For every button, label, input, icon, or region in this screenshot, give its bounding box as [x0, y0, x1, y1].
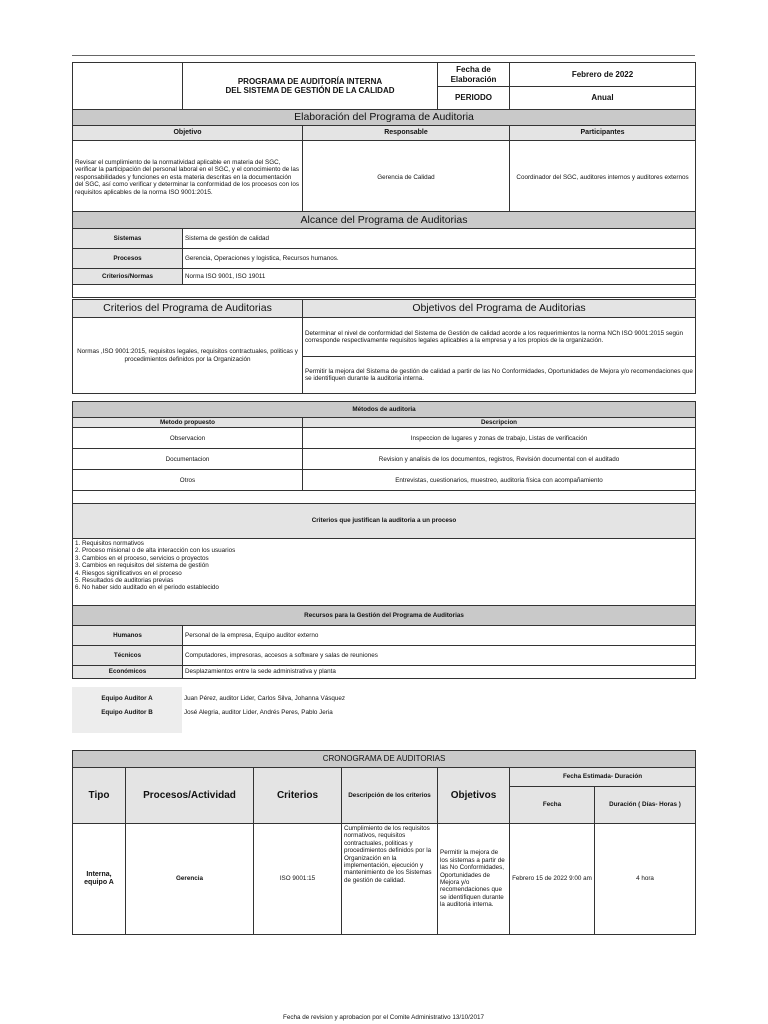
col-descripcion-criterios: Descripción de los criterios: [342, 768, 438, 824]
objetivo-2-text: Permitir la mejora del Sistema de gestión de calidad a partir de las No Conformidades, Oportunidades de Mejora y/o recomendaciones que se identifiquen durante la auditoria interna.: [303, 357, 696, 394]
alcance-value-criterios: Norma ISO 9001, ISO 19011: [183, 269, 696, 285]
col-responsable: Responsable: [303, 126, 510, 141]
elaboracion-table: [72, 109, 696, 215]
col-participantes: Participantes: [510, 126, 696, 141]
spacer-row: [73, 285, 696, 298]
row-objetivos: Permitir la mejora de los sistemas a partir de las No Conformidades, Oportunidades de Mejora y/o recomendaciones que se identifiquen durante la auditoria interna.: [438, 824, 510, 935]
equipo-b-label: Equipo Auditor B: [101, 709, 153, 716]
periodo-label: PERIODO: [438, 87, 510, 110]
recursos-title: Recursos para la Gestión del Programa de Auditorias: [73, 606, 696, 626]
descripcion-documentacion: Revision y analisis de los documentos, registros, Revisión documental con el auditado: [303, 449, 696, 470]
footer-text: Fecha de revision y aprobacion por el Comite Administrativo 13/10/2017: [283, 1014, 484, 1021]
equipo-a-value: Juan Pérez, auditor Lider, Carlos Silva, Johanna Vásquez: [184, 695, 346, 702]
equipo-b-value: José Alegria, auditor Lider, Andrés Peres, Pablo Jeria: [184, 709, 333, 716]
row-criterios: ISO 9001:15: [254, 824, 342, 935]
fecha-value: Febrero de 2022: [510, 63, 696, 87]
participantes-text: Coordinador del SGC, auditores internos y auditores externos: [510, 141, 696, 215]
recurso-label-tecnicos: Técnicos: [73, 646, 183, 666]
spacer-row: [73, 491, 696, 504]
col-duracion: Duración ( Días- Horas ): [595, 787, 696, 824]
row-duracion: 4 hora: [595, 824, 696, 935]
criterios-title: Criterios del Programa de Auditorias: [73, 300, 303, 318]
title-line-2: DEL SISTEMA DE GESTIÓN DE LA CALIDAD: [225, 86, 395, 95]
recurso-value-economicos: Desplazamientos entre la sede administrativa y planta: [183, 666, 696, 679]
objetivo-text: Revisar el cumplimiento de la normatividad aplicable en materia del SGC, verificar la participación del personal laboral en el SGC, y el conocimiento de las responsabilidades y funciones en esta materia descritas en la documentación del SGC, así como verificar y determinar la conformidad de los procesos con los requisitos aplicables de la norma ISO 9001:2015.: [73, 141, 303, 215]
col-objetivo: Objetivo: [73, 126, 303, 141]
equipo-a-label: Equipo Auditor A: [101, 695, 153, 702]
alcance-label-procesos: Procesos: [73, 249, 183, 269]
criterios-proceso-table: [72, 503, 696, 606]
list-item: 6. No haber sido auditado en el periodo establecido: [75, 584, 219, 592]
fecha-label: Fecha de Elaboración: [438, 63, 510, 87]
list-item: 3. Cambios en el proceso, servicios o proyectos: [75, 554, 209, 562]
header-table: [72, 62, 696, 110]
row-tipo: Interna, equipo A: [73, 824, 126, 935]
table-row: [73, 824, 696, 935]
alcance-table: [72, 211, 696, 298]
col-procesos: Procesos/Actividad: [126, 768, 254, 824]
recurso-label-economicos: Económicos: [73, 666, 183, 679]
responsable-text: Gerencia de Calidad: [303, 141, 510, 215]
recurso-value-humanos: Personal de la empresa, Equipo auditor externo: [183, 626, 696, 646]
metodo-observacion: Observacion: [73, 428, 303, 449]
metodo-otros: Otros: [73, 470, 303, 491]
col-descripcion: Descripcion: [303, 418, 696, 428]
list-item: 1. Requisitos normativos: [75, 540, 144, 547]
list-item: 5. Resultados de auditorias previas: [75, 577, 174, 585]
criterios-text: Normas ,ISO 9001:2015, requisitos legales, requisitos contractuales, politicas y procedimientos definidos por la Organización: [73, 318, 303, 394]
recurso-label-humanos: Humanos: [73, 626, 183, 646]
criterios-objetivos-table: [72, 299, 696, 394]
criterios-proceso-title: Criterios que justifican la auditoria a un proceso: [73, 504, 696, 539]
title-line-1: PROGRAMA DE AUDITORÍA INTERNA: [237, 76, 383, 86]
list-item: 3. Cambios en requisitos del sistema de gestión: [75, 562, 209, 570]
recursos-table: [72, 605, 696, 679]
logo-cell: [73, 63, 183, 110]
col-tipo: Tipo: [73, 768, 126, 824]
descripcion-observacion: Inspeccion de lugares y zonas de trabajo, Listas de verificación: [303, 428, 696, 449]
alcance-label-criterios: Criterios/Normas: [73, 269, 183, 285]
cronograma-table: [72, 750, 696, 935]
col-metodo: Metodo propuesto: [73, 418, 303, 428]
list-item: 2. Proceso misional o de alta interacción con los usuarios: [75, 547, 236, 555]
recurso-value-tecnicos: Computadores, impresoras, accesos a software y salas de reuniones: [183, 646, 696, 666]
metodos-title: Métodos de auditoria: [73, 402, 696, 418]
elaboracion-title: Elaboración del Programa de Auditoria: [73, 110, 696, 126]
descripcion-otros: Entrevistas, cuestionarios, muestreo, auditoria física con acompañamiento: [303, 470, 696, 491]
col-criterios: Criterios: [254, 768, 342, 824]
criterios-proceso-list: [73, 539, 696, 606]
row-descripcion: Cumplimiento de los requisitos normativos, requisitos contractuales, politicas y procedimientos definidos por la Organización en la implementación, ejecución y mantenimiento de los Sistemas de gestión de calidad.: [342, 824, 438, 935]
alcance-title: Alcance del Programa de Auditorias: [73, 212, 696, 229]
metodo-documentacion: Documentacion: [73, 449, 303, 470]
row-fecha: Febrero 15 de 2022 9:00 am: [510, 824, 595, 935]
cronograma-title: CRONOGRAMA DE AUDITORIAS: [73, 751, 696, 768]
top-rule: [72, 55, 695, 56]
list-item: 4. Riesgos significativos en el proceso: [75, 569, 182, 577]
row-procesos: Gerencia: [126, 824, 254, 935]
col-fecha: Fecha: [510, 787, 595, 824]
col-objetivos: Objetivos: [438, 768, 510, 824]
document-title: [183, 63, 438, 110]
metodos-table: [72, 401, 696, 504]
alcance-value-procesos: Gerencia, Operaciones y logistica, Recursos humanos.: [183, 249, 696, 269]
periodo-value: Anual: [510, 87, 696, 110]
alcance-value-sistemas: Sistema de gestión de calidad: [183, 229, 696, 249]
alcance-label-sistemas: Sistemas: [73, 229, 183, 249]
col-fecha-estimada: Fecha Estimada- Duración: [510, 768, 696, 787]
objetivo-1-text: Determinar el nivel de conformidad del Sistema de Gestión de calidad acorde a los requerimientos la norma NCh ISO 9001:2015 según corresponde respectivamente requisitos legales aplicables a la empresa y a los propios de la organización.: [303, 318, 696, 357]
objetivos-title: Objetivos del Programa de Auditorias: [303, 300, 696, 318]
